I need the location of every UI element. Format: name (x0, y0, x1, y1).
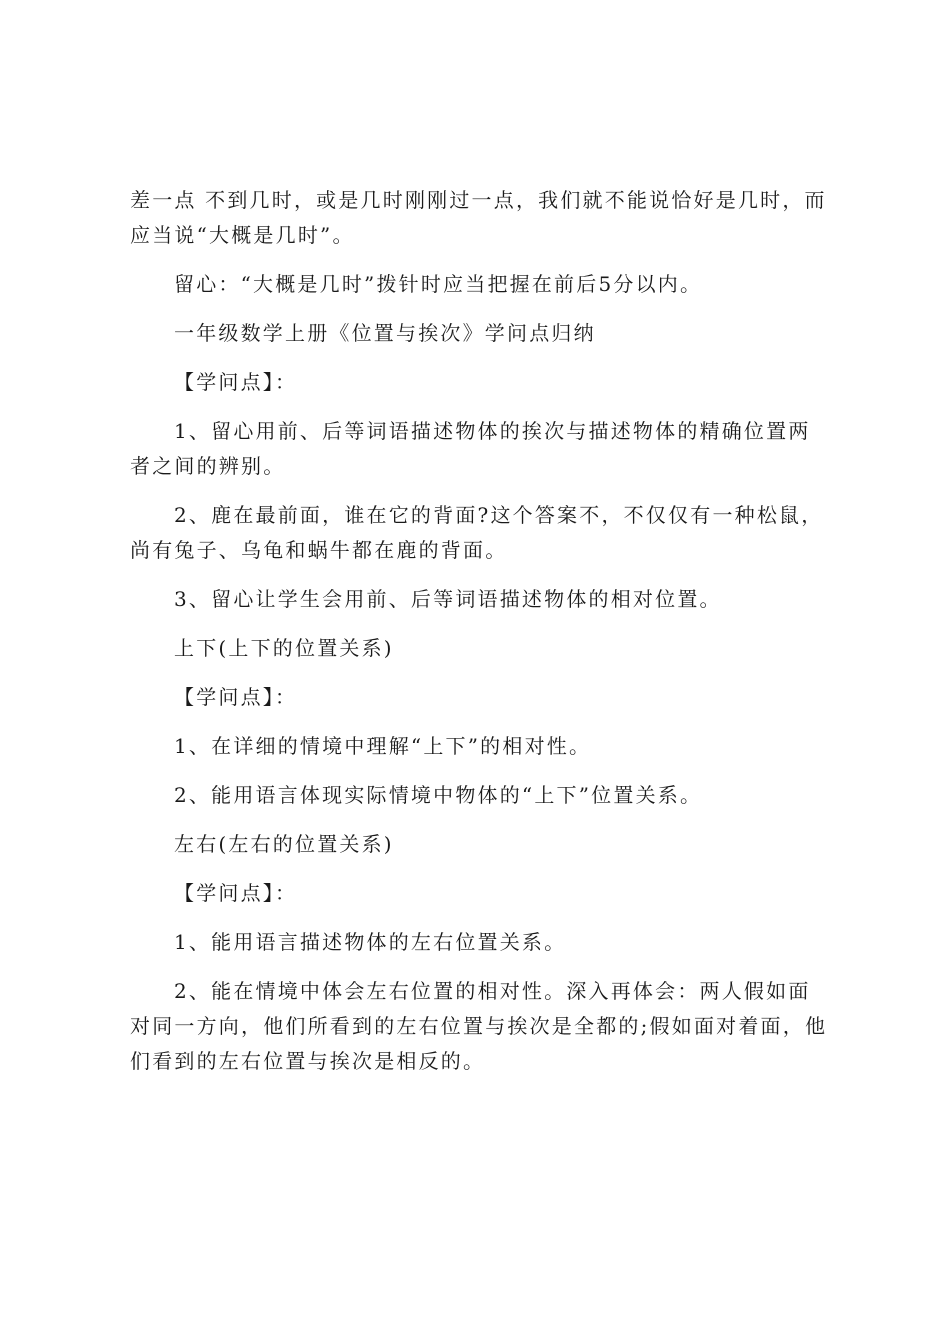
section-heading: 一年级数学上册《位置与挨次》学问点归纳 (174, 321, 596, 345)
paragraph: 留心：“大概是几时”拨针时应当把握在前后5分以内。 (174, 272, 703, 296)
knowledge-point-label: 【学问点】： (174, 685, 298, 709)
paragraph: 2、能用语言体现实际情境中物体的“上下”位置关系。 (174, 783, 703, 807)
paragraph: 差一点 不到几时，或是几时刚刚过一点，我们就不能说恰好是几时，而应当说“大概是几时”。 (130, 188, 827, 247)
paragraph: 3、留心让学生会用前、后等词语描述物体的相对位置。 (174, 587, 722, 611)
knowledge-point-label: 【学问点】： (174, 370, 298, 394)
paragraph: 1、能用语言描述物体的左右位置关系。 (174, 930, 567, 954)
knowledge-point-label: 【学问点】： (174, 881, 298, 905)
document-body (130, 183, 830, 1093)
section-heading: 上下(上下的位置关系) (174, 636, 394, 660)
paragraph: 1、在详细的情境中理解“上下”的相对性。 (174, 734, 592, 758)
paragraph: 2、能在情境中体会左右位置的相对性。深入再体会：两人假如面对同一方向，他们所看到的左右位置与挨次是全都的;假如面对着面，他们看到的左右位置与挨次是相反的。 (130, 979, 828, 1073)
paragraph: 1、留心用前、后等词语描述物体的挨次与描述物体的精确位置两者之间的辨别。 (130, 419, 811, 478)
paragraph: 2、鹿在最前面，谁在它的背面?这个答案不，不仅仅有一种松鼠，尚有兔子、乌龟和蜗牛都在鹿的背面。 (130, 503, 824, 562)
section-heading: 左右(左右的位置关系) (174, 832, 394, 856)
